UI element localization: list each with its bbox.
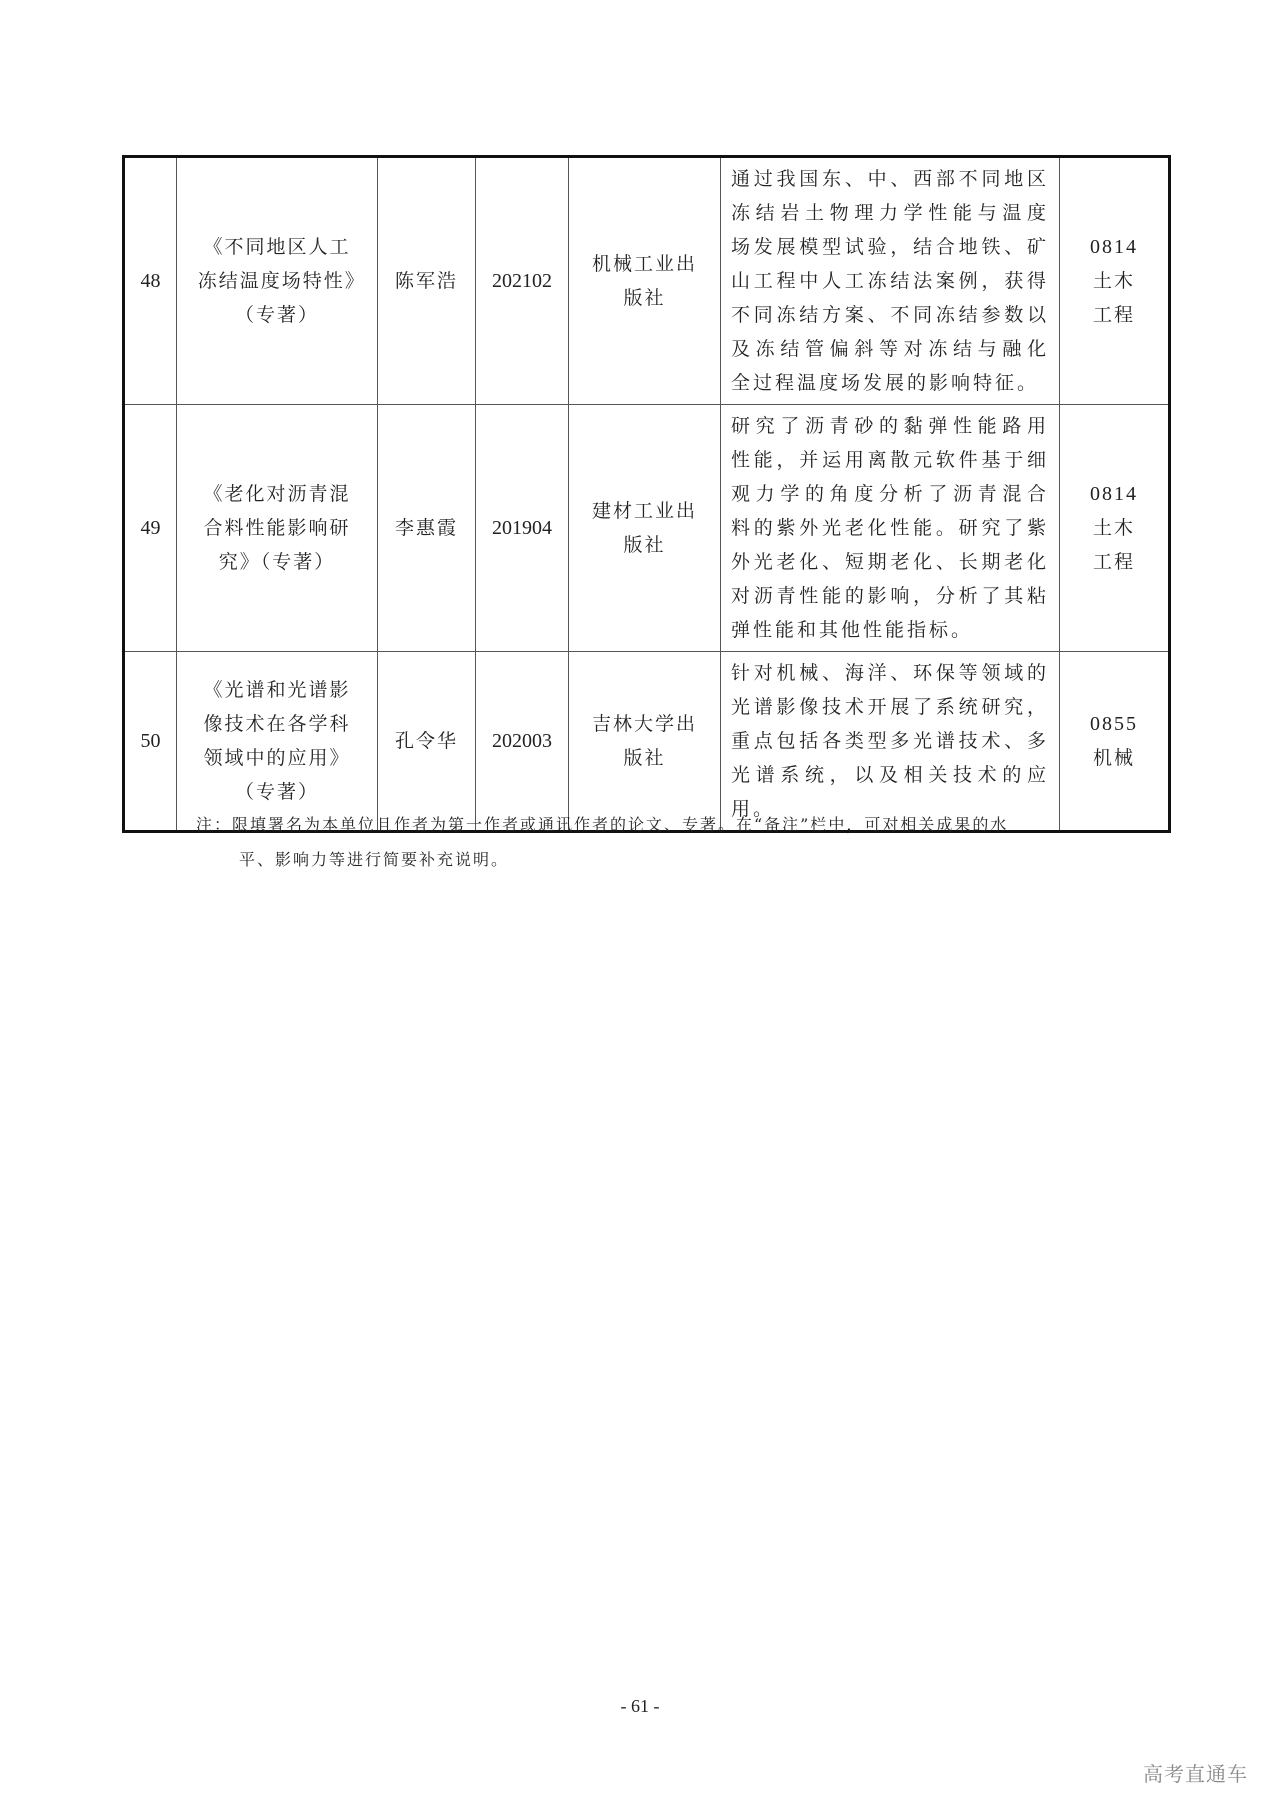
author: 孔令华 <box>378 652 476 832</box>
discipline <box>1060 405 1170 652</box>
description-line: 针对机械、海洋、环保等领域的 <box>731 662 1049 684</box>
description-line: 外光老化、短期老化、长期老化 <box>731 551 1049 573</box>
description-line: 通过我国东、中、西部不同地区 <box>731 168 1049 190</box>
table-row <box>124 652 1170 832</box>
author: 李惠霞 <box>378 405 476 652</box>
table-row <box>124 157 1170 405</box>
description-line: 冻结岩土物理力学性能与温度 <box>731 202 1049 224</box>
page-number: - 61 - <box>620 1696 660 1716</box>
discipline <box>1060 157 1170 405</box>
description-line: 对沥青性能的影响，分析了其粘 <box>731 585 1049 607</box>
description <box>721 405 1060 652</box>
discipline-name: 机械 <box>1092 747 1135 769</box>
discipline-code: 0855 <box>1090 713 1138 735</box>
description-line: 弹性能和其他性能指标。 <box>731 619 974 641</box>
book-title: 《不同地区人工冻结温度场特性》（专著） <box>177 157 378 405</box>
description-line: 场发展模型试验，结合地铁、矿 <box>731 236 1049 258</box>
book-title: 《光谱和光谱影像技术在各学科领域中的应用》（专著） <box>177 652 378 832</box>
description-line: 料的紫外光老化性能。研究了紫 <box>731 517 1049 539</box>
discipline-code: 0814 <box>1090 236 1138 258</box>
row-number: 50 <box>124 652 177 832</box>
publisher: 吉林大学出版社 <box>569 652 721 832</box>
book-title: 《老化对沥青混合料性能影响研究》（专著） <box>177 405 378 652</box>
discipline-name: 土木工程 <box>1092 517 1135 573</box>
description-line: 观力学的角度分析了沥青混合 <box>731 483 1049 505</box>
achievements-table <box>122 155 1171 833</box>
publisher: 机械工业出版社 <box>569 157 721 405</box>
discipline <box>1060 652 1170 832</box>
footnote-line-2: 平、影响力等进行简要补充说明。 <box>239 850 510 869</box>
description-line: 用。 <box>731 798 776 820</box>
publisher: 建材工业出版社 <box>569 405 721 652</box>
description-line: 光谱影像技术开展了系统研究， <box>731 696 1049 718</box>
row-number: 49 <box>124 405 177 652</box>
description <box>721 157 1060 405</box>
description-line: 性能，并运用离散元软件基于细 <box>731 449 1049 471</box>
description-line: 重点包括各类型多光谱技术、多 <box>731 730 1049 752</box>
description-line: 及冻结管偏斜等对冻结与融化 <box>731 338 1049 360</box>
description <box>721 652 1060 832</box>
description-line: 山工程中人工冻结法案例，获得 <box>731 270 1049 292</box>
discipline-code: 0814 <box>1090 483 1138 505</box>
description-line: 全过程温度场发展的影响特征。 <box>731 372 1040 394</box>
row-number: 48 <box>124 157 177 405</box>
watermark: 高考直通车 <box>1143 1762 1248 1786</box>
description-line: 研究了沥青砂的黏弹性能路用 <box>731 415 1049 437</box>
table-row <box>124 405 1170 652</box>
description-line: 不同冻结方案、不同冻结参数以 <box>731 304 1049 326</box>
description-line: 光谱系统，以及相关技术的应 <box>731 764 1049 786</box>
discipline-name: 土木工程 <box>1092 270 1135 326</box>
footnote-line-1: 注：限填署名为本单位且作者为第一作者或通讯作者的论文、专著。在“备注”栏中，可对相关成果的水 <box>196 815 1009 834</box>
publish-date: 202003 <box>476 652 569 832</box>
publish-date: 201904 <box>476 405 569 652</box>
publish-date: 202102 <box>476 157 569 405</box>
author: 陈军浩 <box>378 157 476 405</box>
